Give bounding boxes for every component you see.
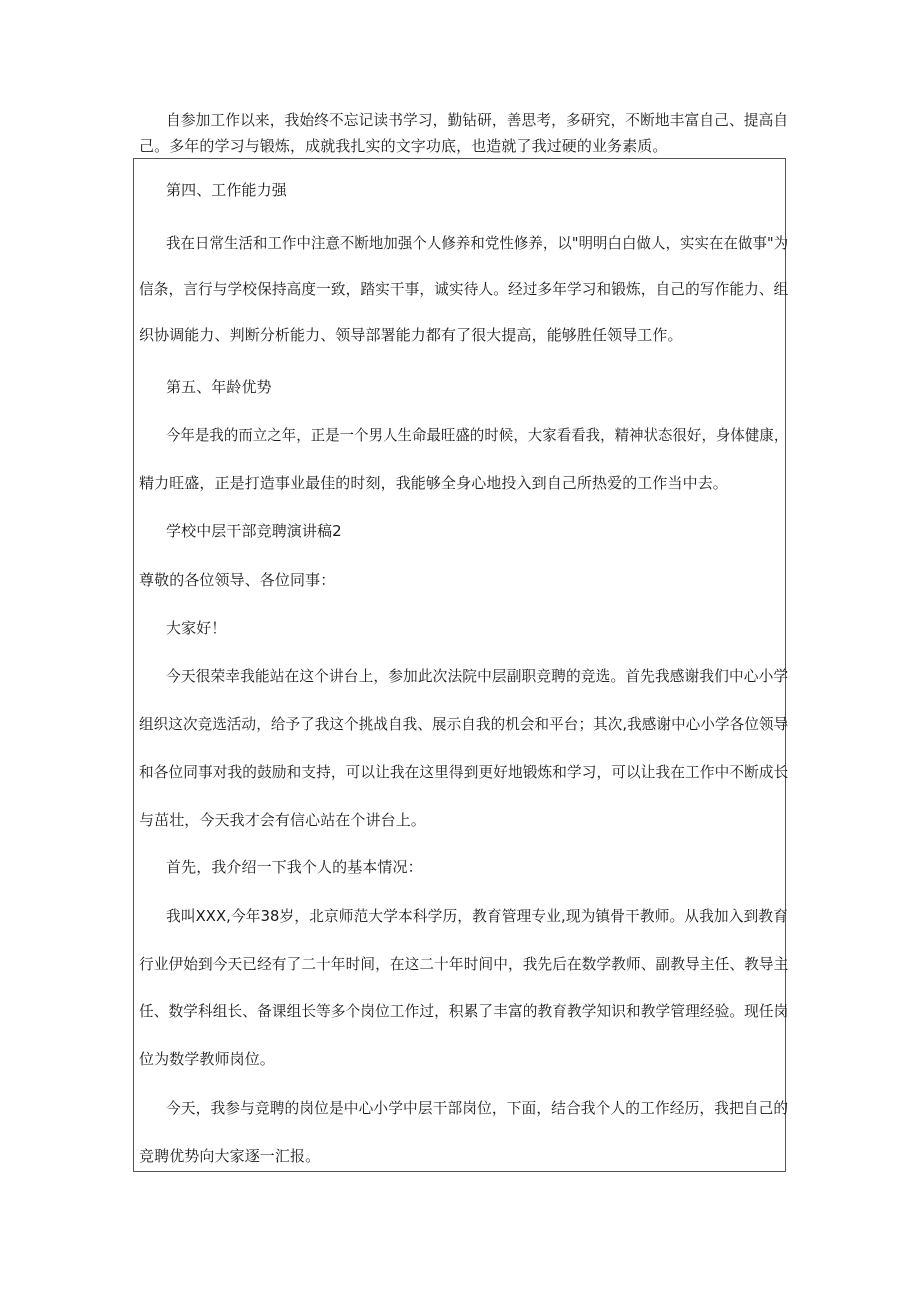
speech2-para3-line-2: 行业伊始到今天已经有了二十年时间，在这二十年时间中，我先后在数学教师、副教导主任、教导主 <box>139 955 789 973</box>
section5-line-2: 精力旺盛，正是打造事业最佳的时刻，我能够全身心地投入到自己所热爱的工作当中去。 <box>139 474 728 492</box>
section4-line-3: 织协调能力、判断分析能力、领导部署能力都有了很大提高，能够胜任领导工作。 <box>139 326 683 344</box>
speech2-para3-line-1: 我叫XXX,今年38岁，北京师范大学本科学历，教育管理专业,现为镇骨干教师。从我加入到教育 <box>166 907 788 925</box>
section5-line-1: 今年是我的而立之年，正是一个男人生命最旺盛的时候，大家看看我，精神状态很好，身体健康， <box>166 426 789 444</box>
speech2-para3-line-4: 位为数学教师岗位。 <box>139 1050 275 1068</box>
section5-heading: 第五、年龄优势 <box>166 378 272 396</box>
speech2-salutation: 尊敬的各位领导、各位同事： <box>139 571 336 589</box>
section4-line-2: 信条，言行与学校保持高度一致，踏实干事，诚实待人。经过多年学习和锻炼，自己的写作能力、组 <box>139 280 789 298</box>
speech2-para1-line-4: 与茁壮，今天我才会有信心站在个讲台上。 <box>139 811 426 829</box>
intro-line-1: 自参加工作以来，我始终不忘记读书学习，勤钻研，善思考，多研究，不断地丰富自己、提高自 <box>166 111 789 129</box>
speech2-title: 学校中层干部竞聘演讲稿2 <box>166 522 342 540</box>
speech2-para3-line-3: 任、数学科组长、备课组长等多个岗位工作过，积累了丰富的教育教学知识和教学管理经验。现任岗 <box>139 1002 789 1020</box>
section4-heading: 第四、工作能力强 <box>166 181 287 199</box>
speech2-para1-line-3: 和各位同事对我的鼓励和支持，可以让我在这里得到更好地锻炼和学习，可以让我在工作中不断成长 <box>139 763 789 781</box>
speech2-para4-line-2: 竞聘优势向大家逐一汇报。 <box>139 1147 321 1165</box>
section4-line-1: 我在日常生活和工作中注意不断地加强个人修养和党性修养，以"明明白白做人，实实在在做事"为 <box>166 234 789 252</box>
speech2-para1-line-2: 组织这次竞选活动，给予了我这个挑战自我、展示自我的机会和平台；其次,我感谢中心小学各位领导 <box>139 715 789 733</box>
speech2-greeting: 大家好！ <box>166 619 227 637</box>
speech2-para4-line-1: 今天，我参与竞聘的岗位是中心小学中层干部岗位，下面，结合我个人的工作经历，我把自己的 <box>166 1099 789 1117</box>
speech2-para1-line-1: 今天很荣幸我能站在这个讲台上，参加此次法院中层副职竞聘的竞选。首先我感谢我们中心小学 <box>166 667 789 685</box>
intro-line-2: 己。多年的学习与锻炼，成就我扎实的文字功底，也造就了我过硬的业务素质。 <box>139 137 668 155</box>
speech2-para2: 首先，我介绍一下我个人的基本情况： <box>166 858 423 876</box>
